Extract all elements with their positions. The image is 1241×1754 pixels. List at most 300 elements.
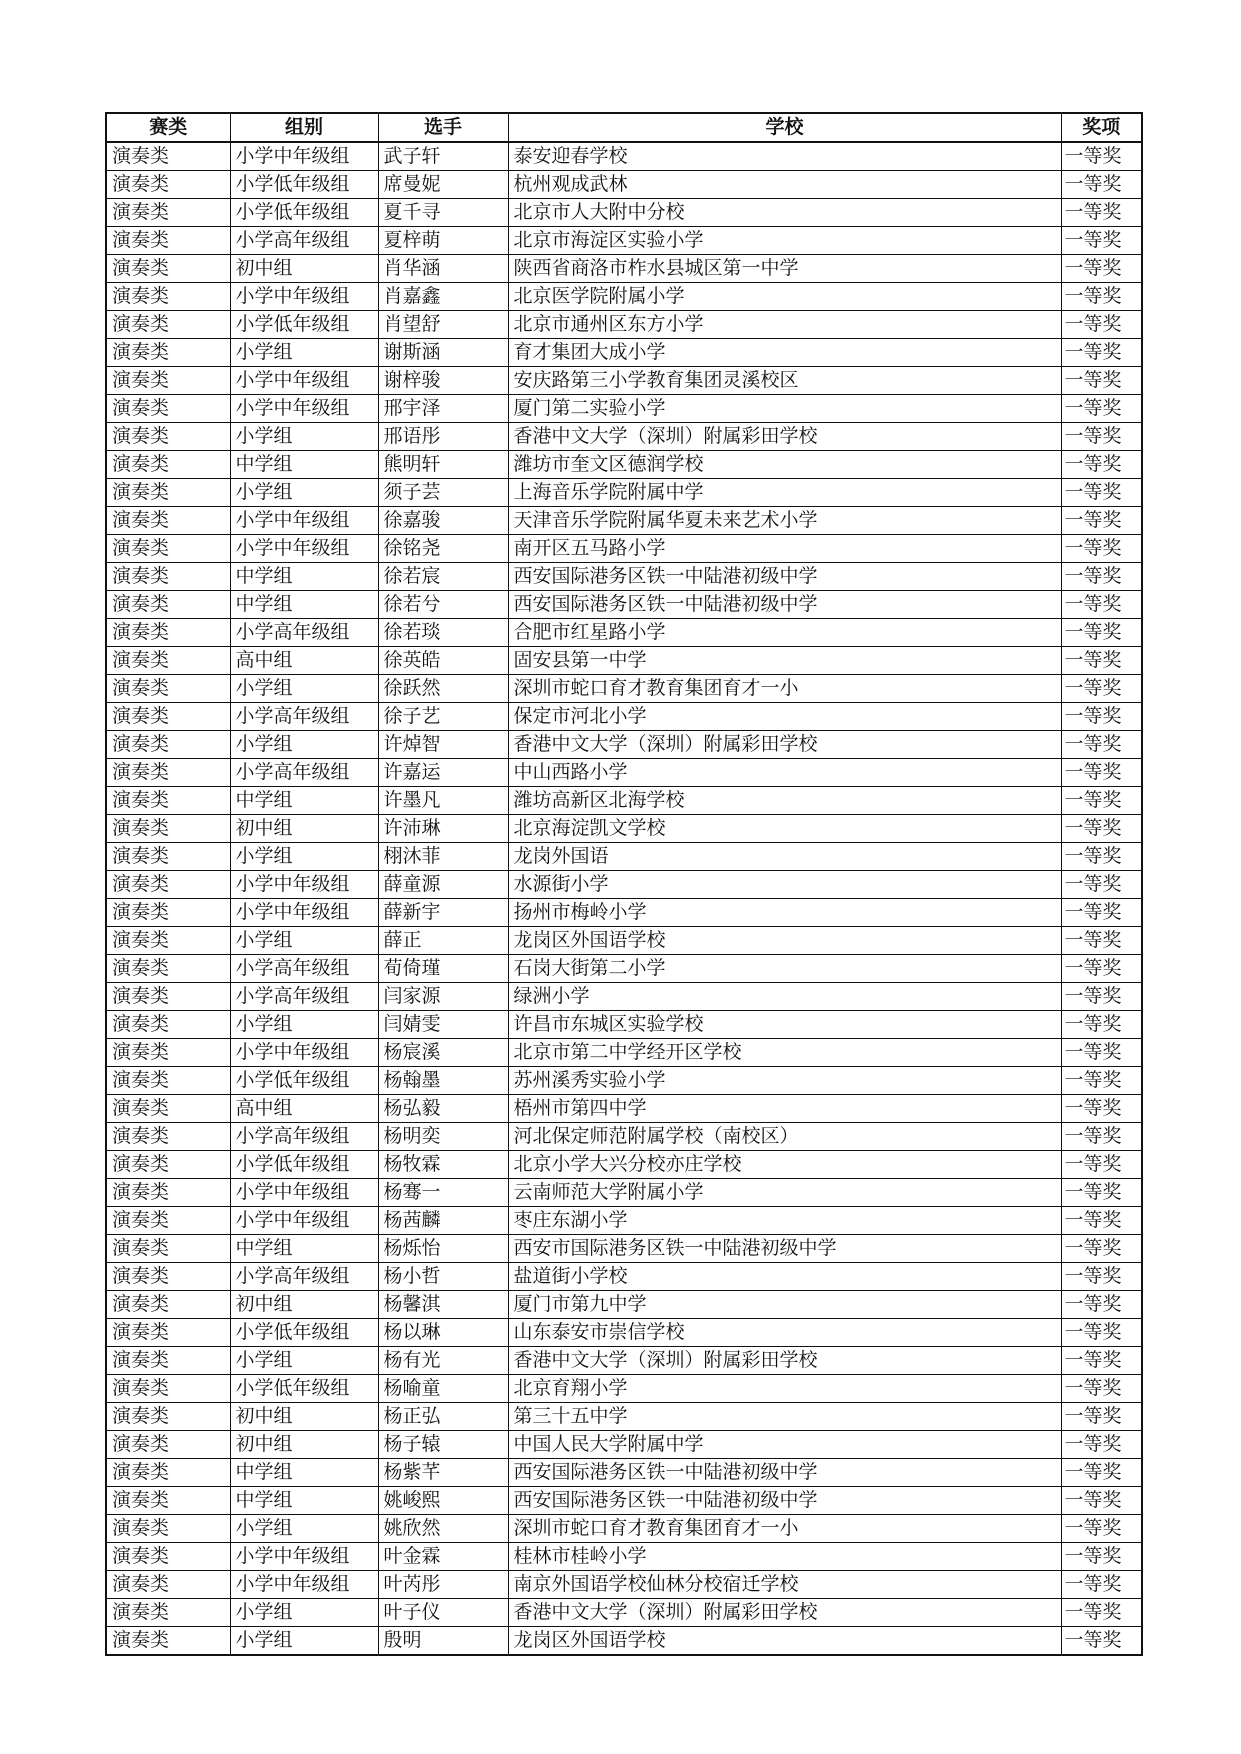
award-cell: 一等奖 xyxy=(1061,199,1142,227)
award-cell: 一等奖 xyxy=(1061,535,1142,563)
table-row xyxy=(106,703,1142,731)
school-cell: 上海音乐学院附属中学 xyxy=(508,479,1061,507)
group-cell: 中学组 xyxy=(230,591,378,619)
school-cell: 厦门市第九中学 xyxy=(508,1291,1061,1319)
table-row xyxy=(106,1627,1142,1656)
school-cell: 北京市海淀区实验小学 xyxy=(508,227,1061,255)
category-cell: 演奏类 xyxy=(106,451,230,479)
table-row xyxy=(106,619,1142,647)
school-cell: 北京市人大附中分校 xyxy=(508,199,1061,227)
school-cell: 云南师范大学附属小学 xyxy=(508,1179,1061,1207)
award-cell: 一等奖 xyxy=(1061,1599,1142,1627)
contestant-cell: 薛童源 xyxy=(378,871,508,899)
contestant-cell: 许墨凡 xyxy=(378,787,508,815)
table-row xyxy=(106,1515,1142,1543)
school-cell: 西安市国际港务区铁一中陆港初级中学 xyxy=(508,1235,1061,1263)
category-cell: 演奏类 xyxy=(106,1039,230,1067)
contestant-cell: 姚峻熙 xyxy=(378,1487,508,1515)
group-cell: 小学中年级组 xyxy=(230,535,378,563)
table-row xyxy=(106,142,1142,171)
category-cell: 演奏类 xyxy=(106,1207,230,1235)
category-cell: 演奏类 xyxy=(106,367,230,395)
school-cell: 北京育翔小学 xyxy=(508,1375,1061,1403)
header-school: 学校 xyxy=(508,113,1061,142)
school-cell: 扬州市梅岭小学 xyxy=(508,899,1061,927)
award-cell: 一等奖 xyxy=(1061,255,1142,283)
school-cell: 河北保定师范附属学校（南校区） xyxy=(508,1123,1061,1151)
category-cell: 演奏类 xyxy=(106,1431,230,1459)
category-cell: 演奏类 xyxy=(106,423,230,451)
category-cell: 演奏类 xyxy=(106,1011,230,1039)
contestant-cell: 徐若琰 xyxy=(378,619,508,647)
table-row xyxy=(106,983,1142,1011)
table-row xyxy=(106,1095,1142,1123)
contestant-cell: 徐铭尧 xyxy=(378,535,508,563)
group-cell: 中学组 xyxy=(230,1235,378,1263)
category-cell: 演奏类 xyxy=(106,955,230,983)
school-cell: 绿洲小学 xyxy=(508,983,1061,1011)
group-cell: 小学低年级组 xyxy=(230,171,378,199)
contestant-cell: 许沛琳 xyxy=(378,815,508,843)
award-cell: 一等奖 xyxy=(1061,1543,1142,1571)
category-cell: 演奏类 xyxy=(106,1487,230,1515)
school-cell: 保定市河北小学 xyxy=(508,703,1061,731)
category-cell: 演奏类 xyxy=(106,1543,230,1571)
table-row xyxy=(106,507,1142,535)
table-row xyxy=(106,1123,1142,1151)
group-cell: 小学高年级组 xyxy=(230,1123,378,1151)
award-cell: 一等奖 xyxy=(1061,171,1142,199)
award-cell: 一等奖 xyxy=(1061,927,1142,955)
contestant-cell: 徐英皓 xyxy=(378,647,508,675)
group-cell: 小学中年级组 xyxy=(230,395,378,423)
category-cell: 演奏类 xyxy=(106,1459,230,1487)
award-cell: 一等奖 xyxy=(1061,1515,1142,1543)
group-cell: 小学组 xyxy=(230,1347,378,1375)
table-row xyxy=(106,1543,1142,1571)
contestant-cell: 杨小哲 xyxy=(378,1263,508,1291)
group-cell: 中学组 xyxy=(230,787,378,815)
category-cell: 演奏类 xyxy=(106,507,230,535)
school-cell: 中山西路小学 xyxy=(508,759,1061,787)
table-row xyxy=(106,339,1142,367)
school-cell: 潍坊高新区北海学校 xyxy=(508,787,1061,815)
contestant-cell: 邢语彤 xyxy=(378,423,508,451)
school-cell: 中国人民大学附属中学 xyxy=(508,1431,1061,1459)
category-cell: 演奏类 xyxy=(106,871,230,899)
group-cell: 小学组 xyxy=(230,731,378,759)
table-row xyxy=(106,311,1142,339)
contestant-cell: 许焯智 xyxy=(378,731,508,759)
group-cell: 小学高年级组 xyxy=(230,619,378,647)
group-cell: 小学中年级组 xyxy=(230,142,378,171)
contestant-cell: 徐若兮 xyxy=(378,591,508,619)
category-cell: 演奏类 xyxy=(106,815,230,843)
school-cell: 泰安迎春学校 xyxy=(508,142,1061,171)
group-cell: 中学组 xyxy=(230,563,378,591)
table-row xyxy=(106,283,1142,311)
school-cell: 北京小学大兴分校亦庄学校 xyxy=(508,1151,1061,1179)
category-cell: 演奏类 xyxy=(106,479,230,507)
category-cell: 演奏类 xyxy=(106,1347,230,1375)
contestant-cell: 杨有光 xyxy=(378,1347,508,1375)
contestant-cell: 徐跃然 xyxy=(378,675,508,703)
category-cell: 演奏类 xyxy=(106,1263,230,1291)
award-cell: 一等奖 xyxy=(1061,1403,1142,1431)
award-cell: 一等奖 xyxy=(1061,227,1142,255)
contestant-cell: 杨茜麟 xyxy=(378,1207,508,1235)
group-cell: 初中组 xyxy=(230,815,378,843)
category-cell: 演奏类 xyxy=(106,927,230,955)
category-cell: 演奏类 xyxy=(106,1571,230,1599)
school-cell: 合肥市红星路小学 xyxy=(508,619,1061,647)
award-cell: 一等奖 xyxy=(1061,367,1142,395)
contestant-cell: 须子芸 xyxy=(378,479,508,507)
header-contestant: 选手 xyxy=(378,113,508,142)
contestant-cell: 薛正 xyxy=(378,927,508,955)
award-cell: 一等奖 xyxy=(1061,675,1142,703)
group-cell: 小学中年级组 xyxy=(230,871,378,899)
group-cell: 小学组 xyxy=(230,339,378,367)
table-row xyxy=(106,1487,1142,1515)
school-cell: 北京市第二中学经开区学校 xyxy=(508,1039,1061,1067)
award-cell: 一等奖 xyxy=(1061,731,1142,759)
award-cell: 一等奖 xyxy=(1061,759,1142,787)
table-row xyxy=(106,563,1142,591)
group-cell: 中学组 xyxy=(230,1459,378,1487)
contestant-cell: 杨明奕 xyxy=(378,1123,508,1151)
school-cell: 南京外国语学校仙林分校宿迁学校 xyxy=(508,1571,1061,1599)
contestant-cell: 叶子仪 xyxy=(378,1599,508,1627)
table-row xyxy=(106,1571,1142,1599)
category-cell: 演奏类 xyxy=(106,1235,230,1263)
header-award: 奖项 xyxy=(1061,113,1142,142)
contestant-cell: 薛新宇 xyxy=(378,899,508,927)
category-cell: 演奏类 xyxy=(106,675,230,703)
award-cell: 一等奖 xyxy=(1061,423,1142,451)
contestant-cell: 闫家源 xyxy=(378,983,508,1011)
award-cell: 一等奖 xyxy=(1061,1319,1142,1347)
award-cell: 一等奖 xyxy=(1061,1375,1142,1403)
group-cell: 小学高年级组 xyxy=(230,955,378,983)
table-row xyxy=(106,423,1142,451)
table-header-row xyxy=(106,113,1142,142)
award-cell: 一等奖 xyxy=(1061,563,1142,591)
award-cell: 一等奖 xyxy=(1061,591,1142,619)
contestant-cell: 栩沐菲 xyxy=(378,843,508,871)
category-cell: 演奏类 xyxy=(106,1599,230,1627)
award-cell: 一等奖 xyxy=(1061,1291,1142,1319)
contestant-cell: 谢梓骏 xyxy=(378,367,508,395)
table-row xyxy=(106,899,1142,927)
school-cell: 许昌市东城区实验学校 xyxy=(508,1011,1061,1039)
group-cell: 小学组 xyxy=(230,1627,378,1656)
award-cell: 一等奖 xyxy=(1061,311,1142,339)
table-row xyxy=(106,479,1142,507)
school-cell: 深圳市蛇口育才教育集团育才一小 xyxy=(508,675,1061,703)
contestant-cell: 杨馨淇 xyxy=(378,1291,508,1319)
group-cell: 小学低年级组 xyxy=(230,311,378,339)
award-cell: 一等奖 xyxy=(1061,647,1142,675)
school-cell: 盐道街小学校 xyxy=(508,1263,1061,1291)
category-cell: 演奏类 xyxy=(106,1627,230,1656)
group-cell: 小学组 xyxy=(230,1515,378,1543)
category-cell: 演奏类 xyxy=(106,759,230,787)
group-cell: 小学高年级组 xyxy=(230,983,378,1011)
category-cell: 演奏类 xyxy=(106,983,230,1011)
school-cell: 香港中文大学（深圳）附属彩田学校 xyxy=(508,731,1061,759)
contestant-cell: 夏千寻 xyxy=(378,199,508,227)
school-cell: 石岗大街第二小学 xyxy=(508,955,1061,983)
school-cell: 安庆路第三小学教育集团灵溪校区 xyxy=(508,367,1061,395)
award-cell: 一等奖 xyxy=(1061,1571,1142,1599)
group-cell: 小学中年级组 xyxy=(230,283,378,311)
group-cell: 小学中年级组 xyxy=(230,1543,378,1571)
contestant-cell: 杨骞一 xyxy=(378,1179,508,1207)
award-cell: 一等奖 xyxy=(1061,1039,1142,1067)
group-cell: 高中组 xyxy=(230,1095,378,1123)
table-row xyxy=(106,843,1142,871)
category-cell: 演奏类 xyxy=(106,199,230,227)
contestant-cell: 杨子辕 xyxy=(378,1431,508,1459)
school-cell: 深圳市蛇口育才教育集团育才一小 xyxy=(508,1515,1061,1543)
award-cell: 一等奖 xyxy=(1061,983,1142,1011)
table-row xyxy=(106,1011,1142,1039)
school-cell: 龙岗区外国语学校 xyxy=(508,927,1061,955)
contestant-cell: 殷明 xyxy=(378,1627,508,1656)
award-cell: 一等奖 xyxy=(1061,1627,1142,1656)
category-cell: 演奏类 xyxy=(106,787,230,815)
contestant-cell: 肖嘉鑫 xyxy=(378,283,508,311)
group-cell: 小学低年级组 xyxy=(230,1319,378,1347)
group-cell: 小学高年级组 xyxy=(230,1263,378,1291)
school-cell: 天津音乐学院附属华夏未来艺术小学 xyxy=(508,507,1061,535)
table-row xyxy=(106,871,1142,899)
table-row xyxy=(106,647,1142,675)
category-cell: 演奏类 xyxy=(106,171,230,199)
school-cell: 梧州市第四中学 xyxy=(508,1095,1061,1123)
table-row xyxy=(106,1235,1142,1263)
school-cell: 西安国际港务区铁一中陆港初级中学 xyxy=(508,591,1061,619)
table-row xyxy=(106,1431,1142,1459)
school-cell: 水源街小学 xyxy=(508,871,1061,899)
school-cell: 潍坊市奎文区德润学校 xyxy=(508,451,1061,479)
category-cell: 演奏类 xyxy=(106,1319,230,1347)
table-row xyxy=(106,395,1142,423)
table-row xyxy=(106,927,1142,955)
group-cell: 小学中年级组 xyxy=(230,367,378,395)
category-cell: 演奏类 xyxy=(106,843,230,871)
school-cell: 香港中文大学（深圳）附属彩田学校 xyxy=(508,1347,1061,1375)
table-row xyxy=(106,1263,1142,1291)
group-cell: 小学中年级组 xyxy=(230,507,378,535)
contestant-cell: 杨宸溪 xyxy=(378,1039,508,1067)
award-cell: 一等奖 xyxy=(1061,142,1142,171)
table-row xyxy=(106,787,1142,815)
table-row xyxy=(106,1403,1142,1431)
table-row xyxy=(106,171,1142,199)
school-cell: 香港中文大学（深圳）附属彩田学校 xyxy=(508,423,1061,451)
contestant-cell: 叶芮彤 xyxy=(378,1571,508,1599)
table-row xyxy=(106,731,1142,759)
group-cell: 小学组 xyxy=(230,927,378,955)
award-cell: 一等奖 xyxy=(1061,815,1142,843)
award-cell: 一等奖 xyxy=(1061,339,1142,367)
table-row xyxy=(106,1347,1142,1375)
contestant-cell: 杨正弘 xyxy=(378,1403,508,1431)
table-row xyxy=(106,1067,1142,1095)
category-cell: 演奏类 xyxy=(106,1375,230,1403)
award-cell: 一等奖 xyxy=(1061,1459,1142,1487)
school-cell: 北京海淀凯文学校 xyxy=(508,815,1061,843)
table-row xyxy=(106,591,1142,619)
award-cell: 一等奖 xyxy=(1061,1011,1142,1039)
school-cell: 育才集团大成小学 xyxy=(508,339,1061,367)
group-cell: 高中组 xyxy=(230,647,378,675)
table-row xyxy=(106,255,1142,283)
contestant-cell: 杨以琳 xyxy=(378,1319,508,1347)
contestant-cell: 徐若宸 xyxy=(378,563,508,591)
table-row xyxy=(106,1291,1142,1319)
award-cell: 一等奖 xyxy=(1061,787,1142,815)
group-cell: 小学组 xyxy=(230,479,378,507)
group-cell: 小学组 xyxy=(230,843,378,871)
table-row xyxy=(106,759,1142,787)
table-body xyxy=(106,142,1142,1655)
group-cell: 小学组 xyxy=(230,1011,378,1039)
award-cell: 一等奖 xyxy=(1061,1431,1142,1459)
table-row xyxy=(106,1207,1142,1235)
school-cell: 西安国际港务区铁一中陆港初级中学 xyxy=(508,1487,1061,1515)
group-cell: 小学低年级组 xyxy=(230,199,378,227)
contestant-cell: 闫婧雯 xyxy=(378,1011,508,1039)
award-cell: 一等奖 xyxy=(1061,451,1142,479)
table-row xyxy=(106,1179,1142,1207)
table-row xyxy=(106,955,1142,983)
table-row xyxy=(106,1375,1142,1403)
category-cell: 演奏类 xyxy=(106,227,230,255)
category-cell: 演奏类 xyxy=(106,703,230,731)
contestant-cell: 邢宇泽 xyxy=(378,395,508,423)
group-cell: 小学中年级组 xyxy=(230,899,378,927)
contestant-cell: 杨烁怡 xyxy=(378,1235,508,1263)
table-row xyxy=(106,451,1142,479)
contestant-cell: 杨紫芊 xyxy=(378,1459,508,1487)
group-cell: 中学组 xyxy=(230,1487,378,1515)
category-cell: 演奏类 xyxy=(106,283,230,311)
header-category: 赛类 xyxy=(106,113,230,142)
category-cell: 演奏类 xyxy=(106,563,230,591)
contestant-cell: 武子轩 xyxy=(378,142,508,171)
group-cell: 小学中年级组 xyxy=(230,1039,378,1067)
contestant-cell: 肖望舒 xyxy=(378,311,508,339)
school-cell: 西安国际港务区铁一中陆港初级中学 xyxy=(508,1459,1061,1487)
group-cell: 小学组 xyxy=(230,675,378,703)
contestant-cell: 杨弘毅 xyxy=(378,1095,508,1123)
group-cell: 小学中年级组 xyxy=(230,1207,378,1235)
category-cell: 演奏类 xyxy=(106,395,230,423)
table-row xyxy=(106,815,1142,843)
category-cell: 演奏类 xyxy=(106,1095,230,1123)
school-cell: 苏州溪秀实验小学 xyxy=(508,1067,1061,1095)
award-cell: 一等奖 xyxy=(1061,395,1142,423)
table-row xyxy=(106,675,1142,703)
category-cell: 演奏类 xyxy=(106,311,230,339)
contestant-cell: 叶金霖 xyxy=(378,1543,508,1571)
school-cell: 北京医学院附属小学 xyxy=(508,283,1061,311)
table-row xyxy=(106,1599,1142,1627)
award-cell: 一等奖 xyxy=(1061,703,1142,731)
table-row xyxy=(106,199,1142,227)
category-cell: 演奏类 xyxy=(106,1515,230,1543)
school-cell: 北京市通州区东方小学 xyxy=(508,311,1061,339)
group-cell: 小学中年级组 xyxy=(230,1571,378,1599)
group-cell: 初中组 xyxy=(230,1403,378,1431)
school-cell: 固安县第一中学 xyxy=(508,647,1061,675)
school-cell: 第三十五中学 xyxy=(508,1403,1061,1431)
school-cell: 杭州观成武林 xyxy=(508,171,1061,199)
group-cell: 小学低年级组 xyxy=(230,1151,378,1179)
school-cell: 桂林市桂岭小学 xyxy=(508,1543,1061,1571)
group-cell: 小学中年级组 xyxy=(230,1179,378,1207)
award-cell: 一等奖 xyxy=(1061,1263,1142,1291)
award-cell: 一等奖 xyxy=(1061,955,1142,983)
award-cell: 一等奖 xyxy=(1061,479,1142,507)
school-cell: 厦门第二实验小学 xyxy=(508,395,1061,423)
table-row xyxy=(106,1151,1142,1179)
table-row xyxy=(106,367,1142,395)
award-cell: 一等奖 xyxy=(1061,1095,1142,1123)
table-row xyxy=(106,1319,1142,1347)
award-cell: 一等奖 xyxy=(1061,1207,1142,1235)
award-cell: 一等奖 xyxy=(1061,1179,1142,1207)
table-row xyxy=(106,1459,1142,1487)
table-row xyxy=(106,535,1142,563)
category-cell: 演奏类 xyxy=(106,619,230,647)
category-cell: 演奏类 xyxy=(106,535,230,563)
table-row xyxy=(106,1039,1142,1067)
award-cell: 一等奖 xyxy=(1061,1151,1142,1179)
contestant-cell: 许嘉运 xyxy=(378,759,508,787)
school-cell: 南开区五马路小学 xyxy=(508,535,1061,563)
school-cell: 香港中文大学（深圳）附属彩田学校 xyxy=(508,1599,1061,1627)
group-cell: 初中组 xyxy=(230,255,378,283)
contestant-cell: 夏梓萌 xyxy=(378,227,508,255)
group-cell: 初中组 xyxy=(230,1431,378,1459)
group-cell: 中学组 xyxy=(230,451,378,479)
group-cell: 小学高年级组 xyxy=(230,759,378,787)
award-cell: 一等奖 xyxy=(1061,899,1142,927)
award-cell: 一等奖 xyxy=(1061,1067,1142,1095)
group-cell: 小学组 xyxy=(230,1599,378,1627)
contestant-cell: 荀倚瑾 xyxy=(378,955,508,983)
award-cell: 一等奖 xyxy=(1061,1487,1142,1515)
category-cell: 演奏类 xyxy=(106,591,230,619)
category-cell: 演奏类 xyxy=(106,142,230,171)
category-cell: 演奏类 xyxy=(106,1123,230,1151)
category-cell: 演奏类 xyxy=(106,255,230,283)
contestant-cell: 徐嘉骏 xyxy=(378,507,508,535)
school-cell: 西安国际港务区铁一中陆港初级中学 xyxy=(508,563,1061,591)
group-cell: 初中组 xyxy=(230,1291,378,1319)
award-cell: 一等奖 xyxy=(1061,871,1142,899)
school-cell: 龙岗区外国语学校 xyxy=(508,1627,1061,1656)
table-row xyxy=(106,227,1142,255)
group-cell: 小学低年级组 xyxy=(230,1067,378,1095)
category-cell: 演奏类 xyxy=(106,731,230,759)
category-cell: 演奏类 xyxy=(106,899,230,927)
award-cell: 一等奖 xyxy=(1061,1235,1142,1263)
